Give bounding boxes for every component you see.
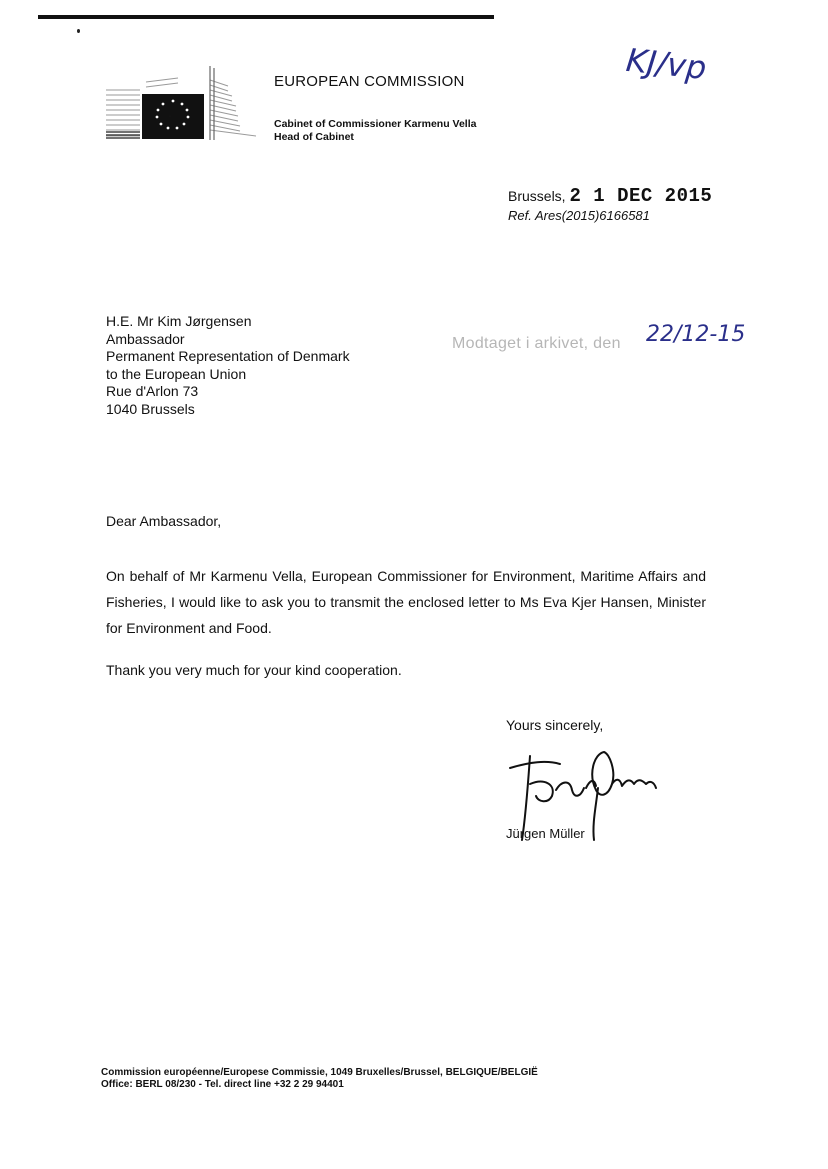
cabinet-line: Cabinet of Commissioner Karmenu Vella: [274, 118, 477, 130]
date-stamp: 2 1 DEC 2015: [569, 185, 713, 207]
date-line: [508, 185, 712, 207]
address-line: H.E. Mr Kim Jørgensen: [106, 313, 252, 329]
scan-mark: [77, 29, 80, 33]
footer-office: Office: BERL 08/230 - Tel. direct line +32 2 29 94401: [101, 1079, 344, 1090]
address-line: 1040 Brussels: [106, 400, 195, 417]
letter-body: On behalf of Mr Karmenu Vella, European Commissioner for Environment, Maritime Affairs and Fisheries, I would like to ask you to transmit the enclosed letter to Ms Eva Kjer Hansen, Minister for Environment and Food.: [106, 568, 706, 636]
signer-name: Jürgen Müller: [506, 826, 585, 841]
cabinet-role: Head of Cabinet: [274, 131, 354, 143]
address-line: Permanent Representation of Denmark: [106, 348, 350, 364]
top-rule: [38, 15, 494, 19]
footer: [101, 1067, 538, 1091]
closing: Yours sincerely,: [506, 717, 604, 733]
reference-number: Ref. Ares(2015)6166581: [508, 208, 650, 223]
address-line: Ambassador: [106, 330, 185, 347]
received-stamp: Modtaget i arkivet, den: [452, 335, 621, 352]
salutation: Dear Ambassador,: [106, 513, 222, 529]
address-line: Rue d'Arlon 73: [106, 383, 199, 399]
date-place: Brussels,: [508, 188, 566, 204]
recipient-address: [106, 313, 350, 418]
address-line: to the European Union: [106, 365, 247, 382]
cabinet-heading: [274, 118, 476, 144]
footer-address: Commission européenne/Europese Commissie, 1049 Bruxelles/Brussel, BELGIQUE/BELGIË: [101, 1067, 538, 1078]
ec-logo-icon: [106, 64, 266, 146]
organization-title: EUROPEAN COMMISSION: [274, 73, 465, 90]
received-handwritten-date: 22/12-15: [646, 322, 746, 347]
thanks-line: Thank you very much for your kind cooperation.: [106, 662, 402, 678]
handwritten-initials: KJ/vp: [624, 40, 709, 88]
